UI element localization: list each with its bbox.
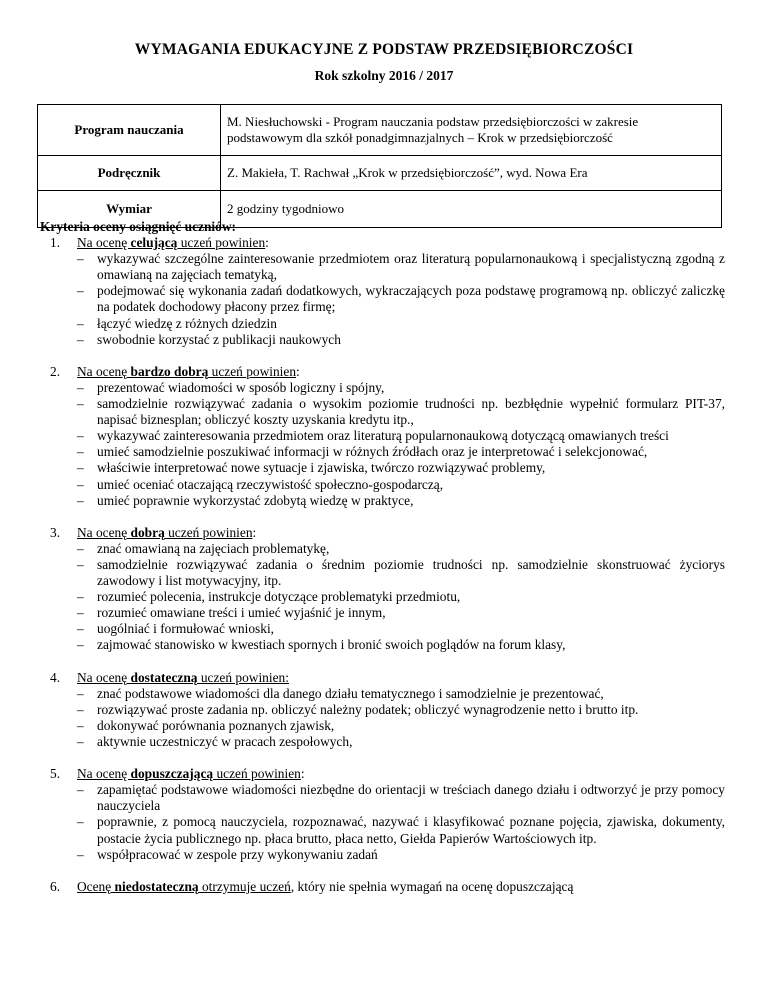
criteria-section [40, 364, 725, 509]
requirement-text: umieć oceniać otaczającą rzeczywistość społeczno-gospodarczą, [97, 476, 444, 492]
requirement-text: znać podstawowe wiadomości dla danego działu tematycznego i samodzielnie je prezentować, [97, 685, 604, 701]
list-item [77, 396, 725, 428]
requirement-text: rozumieć polecenia, instrukcje dotyczące problematyki przedmiotu, [97, 589, 461, 605]
list-item [77, 734, 725, 750]
dash-bullet: – [77, 814, 84, 830]
requirement-list [77, 541, 725, 654]
table-value: M. Niesłuchowski - Program nauczania podstaw przedsiębiorczości w zakresie podstawowym dla szkół ponadgimnazjalnych – Krok w przedsiębiorczość [221, 105, 722, 156]
lead-tail: : [300, 766, 305, 782]
list-item [77, 332, 725, 348]
dash-bullet: – [77, 685, 84, 701]
requirement-text: prezentować wiadomości w sposób logiczny i spójny, [97, 379, 385, 395]
grade-name: celującą [130, 235, 178, 251]
lead-suffix: uczeń powinien [208, 363, 297, 379]
list-item [77, 702, 725, 718]
requirement-text: samodzielnie rozwiązywać zadania o średnim poziomie trudności np. samodzielnie skonstruować życiorys zawodowy i list motywacyjny, itp. [97, 556, 725, 589]
dash-bullet: – [77, 540, 84, 556]
lead-suffix: uczeń powinien [213, 766, 301, 782]
section-number: 2. [50, 363, 61, 379]
requirement-text: poprawnie, z pomocą nauczyciela, rozpoznawać, nazywać i klasyfikować poznane pojęcia, zjawiska, dokumenty, postacie życia publicznego np. płaca brutto, płaca netto, Giełda Papierów Wartościowych itp. [97, 814, 725, 846]
section-number: 4. [50, 669, 61, 685]
requirement-list [77, 380, 725, 509]
list-item [77, 637, 725, 653]
table-row [38, 156, 722, 191]
requirement-text: rozwiązywać proste zadania np. obliczyć należny podatek; obliczyć wynagrodzenie netto i brutto itp. [97, 701, 639, 717]
criteria-heading: Kryteria oceny osiągnięć uczniów: [40, 219, 236, 234]
criteria-section [40, 525, 725, 654]
requirement-text: znać omawianą na zajęciach problematykę, [97, 540, 330, 556]
table-label: Program nauczania [38, 105, 221, 156]
dash-bullet: – [77, 476, 84, 492]
requirement-text: łączyć wiedzę z różnych dziedzin [97, 315, 277, 331]
dash-bullet: – [77, 701, 84, 717]
info-table [37, 104, 722, 228]
requirement-text: uogólniać i formułować wnioski, [97, 621, 275, 637]
requirement-text: dokonywać porównania poznanych zjawisk, [97, 717, 335, 733]
dash-bullet: – [77, 605, 84, 621]
section-lead [77, 879, 725, 895]
requirement-text: zajmować stanowisko w kwestiach spornych i bronić swoich poglądów na forum klasy, [97, 637, 566, 653]
requirement-text: umieć poprawnie wykorzystać zdobytą wiedzę w praktyce, [97, 492, 414, 508]
dash-bullet: – [77, 782, 84, 798]
school-year: Rok szkolny 2016 / 2017 [314, 68, 454, 83]
lead-tail: : [296, 363, 300, 379]
section-lead [77, 364, 725, 380]
section-number: 5. [50, 766, 61, 782]
dash-bullet: – [77, 460, 84, 476]
section-lead [77, 235, 725, 251]
requirement-text: podejmować się wykonania zadań dodatkowych, wykraczających poza podstawę programową np. obliczyć zaliczkę na podatek dochodowy płacony przez firmę; [97, 283, 725, 315]
list-item [77, 814, 725, 846]
table-label: Wymiar [38, 191, 221, 228]
dash-bullet: – [77, 717, 84, 733]
lead-suffix: otrzymuje uczeń [198, 878, 291, 894]
list-item [77, 380, 725, 396]
requirement-list [77, 686, 725, 750]
requirement-list [77, 251, 725, 348]
grade-name: dostateczną [130, 669, 198, 685]
dash-bullet: – [77, 379, 84, 395]
dash-bullet: – [77, 396, 84, 412]
grade-name: bardzo dobrą [130, 363, 209, 379]
table-value: Z. Makieła, T. Rachwał „Krok w przedsiębiorczość”, wyd. Nowa Era [221, 156, 722, 191]
grade-name: niedostateczną [114, 878, 199, 894]
list-item [77, 557, 725, 589]
list-item [77, 316, 725, 332]
list-item [77, 621, 725, 637]
list-item [77, 718, 725, 734]
dash-bullet: – [77, 492, 84, 508]
lead-tail: , który nie spełnia wymagań na ocenę dopuszczającą [290, 878, 574, 894]
list-item [77, 493, 725, 509]
table-row [38, 105, 722, 156]
list-item [77, 589, 725, 605]
dash-bullet: – [77, 428, 84, 444]
dash-bullet: – [77, 444, 84, 460]
lead-suffix: uczeń powinien: [197, 669, 289, 685]
dash-bullet: – [77, 251, 84, 267]
requirement-text: zapamiętać podstawowe wiadomości niezbędne do orientacji w treściach danego działu i odtworzyć je przy pomocy nauczyciela [97, 782, 725, 814]
list-item [77, 283, 725, 315]
lead-prefix: Na ocenę [77, 669, 131, 685]
lead-prefix: Na ocenę [77, 524, 131, 540]
lead-prefix: Ocenę [77, 878, 115, 894]
dash-bullet: – [77, 589, 84, 605]
lead-tail: : [252, 524, 257, 540]
criteria-section [40, 879, 725, 895]
list-item [77, 686, 725, 702]
document-title: WYMAGANIA EDUKACYJNE Z PODSTAW PRZEDSIĘBIORCZOŚCI [134, 41, 634, 58]
criteria-content [40, 219, 725, 895]
dash-bullet: – [77, 283, 84, 299]
table-value: 2 godziny tygodniowo [221, 191, 722, 228]
lead-suffix: uczeń powinien [177, 235, 266, 251]
requirement-text: współpracować w zespole przy wykonywaniu zadań [97, 846, 378, 862]
criteria-section [40, 766, 725, 863]
dash-bullet: – [77, 734, 84, 749]
criteria-section [40, 235, 725, 348]
list-item [77, 782, 725, 814]
list-item [77, 477, 725, 493]
list-item [77, 605, 725, 621]
lead-tail: : [265, 235, 269, 251]
section-number: 1. [50, 235, 61, 251]
grade-name: dobrą [130, 524, 165, 540]
requirement-text: wykazywać zainteresowania przedmiotem oraz literaturą popularnonaukową dotyczącą omawianych treści [97, 428, 669, 444]
dash-bullet: – [77, 556, 84, 572]
list-item [77, 444, 725, 460]
table-label: Podręcznik [38, 156, 221, 191]
requirement-text: aktywnie uczestniczyć w pracach zespołowych, [97, 734, 353, 749]
section-number: 6. [50, 878, 61, 894]
criteria-section [40, 670, 725, 750]
requirement-list [77, 782, 725, 862]
list-item [77, 541, 725, 557]
list-item [77, 847, 725, 863]
grade-name: dopuszczającą [130, 766, 214, 782]
lead-prefix: Na ocenę [77, 766, 131, 782]
lead-prefix: Na ocenę [77, 235, 131, 251]
requirement-text: swobodnie korzystać z publikacji naukowych [97, 331, 341, 347]
requirement-text: samodzielnie rozwiązywać zadania o wysokim poziomie trudności np. bezbłędnie wypełnić formularz PIT-37, napisać biznesplan; obliczyć koszty uzyskania kredytu itp., [97, 396, 725, 428]
list-item [77, 428, 725, 444]
section-lead [77, 766, 725, 782]
list-item [77, 460, 725, 476]
dash-bullet: – [77, 315, 84, 331]
requirement-text: rozumieć omawiane treści i umieć wyjaśnić je innym, [97, 605, 386, 621]
criteria-list [40, 235, 725, 895]
lead-prefix: Na ocenę [77, 363, 131, 379]
section-lead [77, 670, 725, 686]
dash-bullet: – [77, 637, 84, 653]
dash-bullet: – [77, 621, 84, 637]
dash-bullet: – [77, 331, 84, 347]
dash-bullet: – [77, 846, 84, 862]
section-lead [77, 525, 725, 541]
list-item [77, 251, 725, 283]
requirement-text: wykazywać szczególne zainteresowanie przedmiotem oraz literaturą popularnonaukową i specjalistyczną zgodną z omawianą na zajęciach tematyką, [97, 251, 725, 283]
lead-suffix: uczeń powinien [164, 524, 253, 540]
requirement-text: właściwie interpretować nowe sytuacje i zjawiska, twórczo rozwiązywać problemy, [97, 460, 546, 476]
section-number: 3. [50, 524, 61, 540]
requirement-text: umieć samodzielnie poszukiwać informacji w różnych źródłach oraz je interpretować i selekcjonować, [97, 444, 648, 460]
